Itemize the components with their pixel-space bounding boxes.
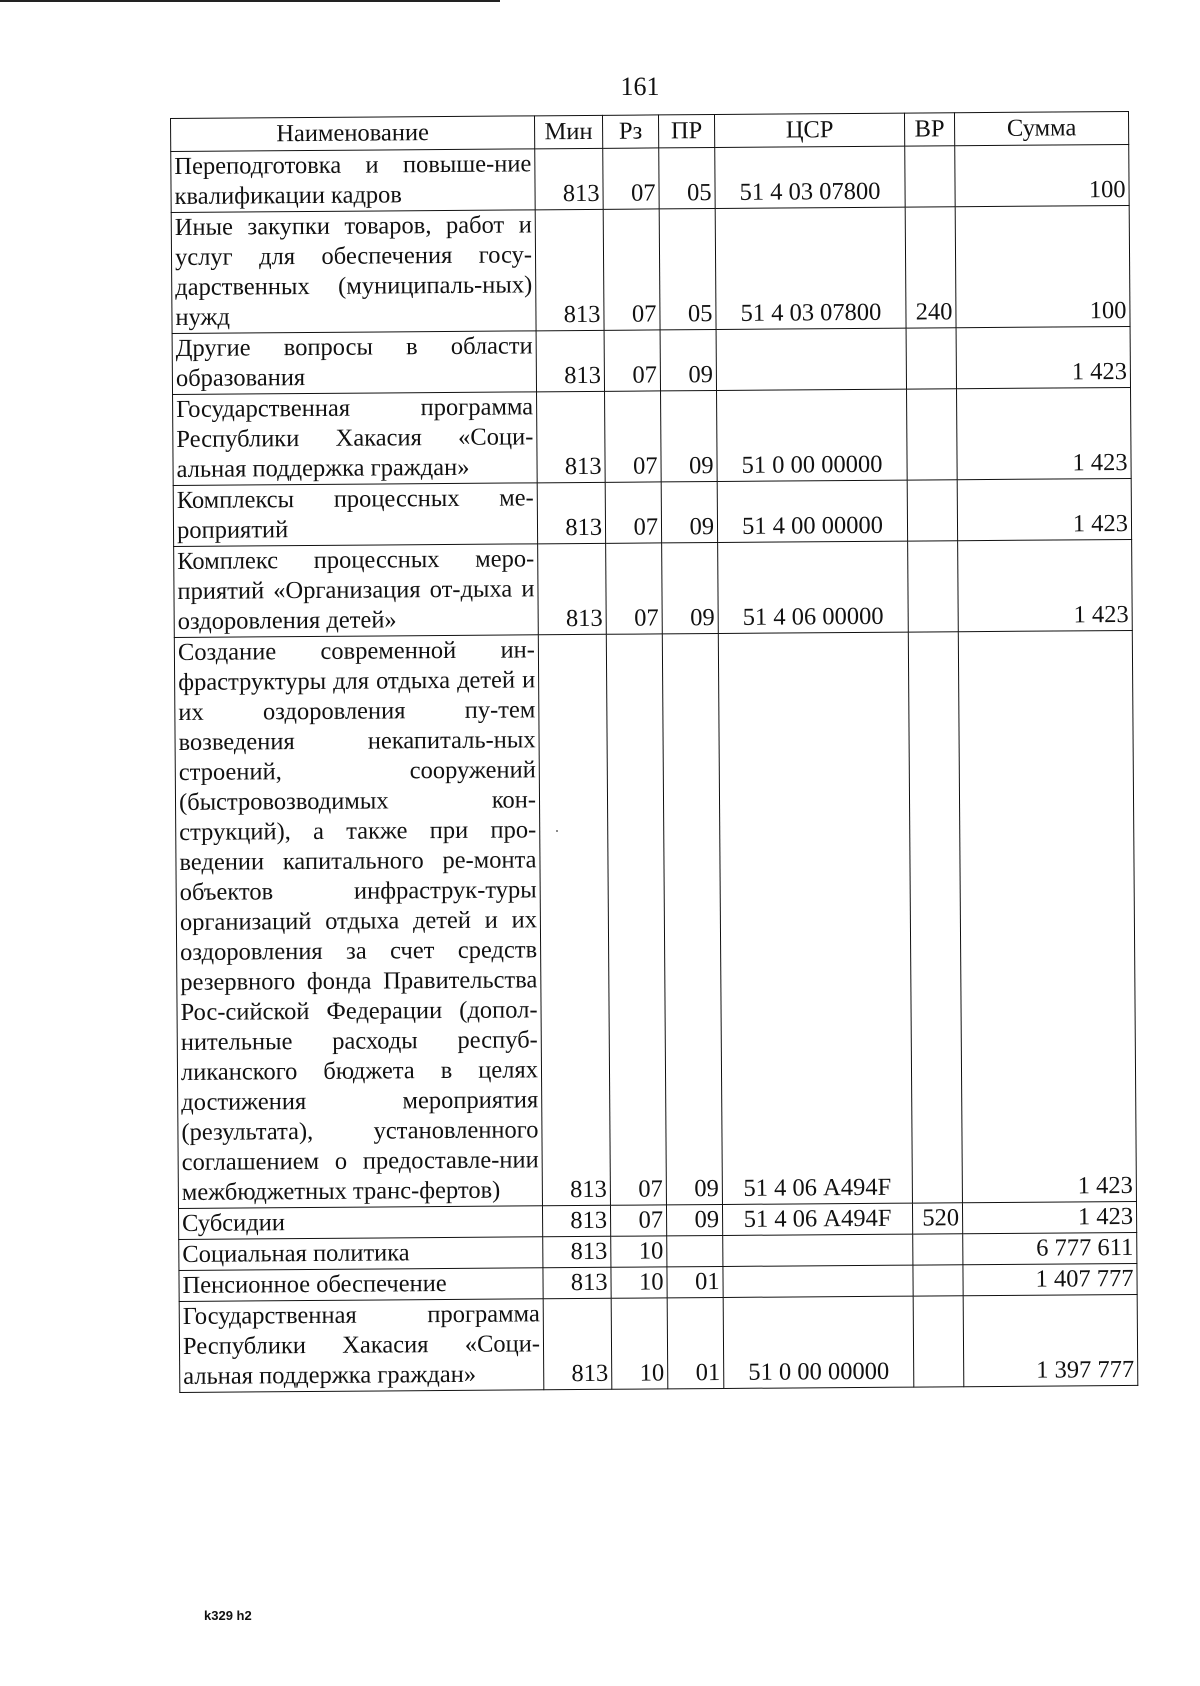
row-csr: 51 0 00 00000 [717, 389, 908, 481]
row-name: Переподготовка и повыше-ние квалификации кадров [171, 149, 535, 213]
header-name: Наименование [171, 116, 535, 152]
row-min: 813 [543, 1236, 611, 1267]
row-sum: 1 397 777 [963, 1294, 1138, 1386]
row-min: 813 [536, 330, 604, 391]
row-rz: 07 [605, 391, 662, 482]
row-vr [908, 632, 962, 1203]
row-sum: 1 407 777 [963, 1263, 1137, 1295]
row-rz: 10 [611, 1298, 668, 1389]
row-pr: 09 [666, 1204, 722, 1235]
row-name: Создание современной ин-фраструктуры для отдыха детей и их оздоровления пу-тем возведения некапиталь-ных строений, сооружений (быстровозводимых кон-струкций), а также при про-ведении капитального ре-монта объектов инфраструк-туры организаций отдыха детей и их оздоровления за счет средств резервного фонда Правительства Рос-сийской Федерации (допол-нительные расходы респуб-ликанского бюджета в целях достижения мероприятия (результата), установленного соглашением о предоставле-нии межбюджетных транс-фертов) [174, 635, 542, 1209]
row-csr: 51 4 06 А494F [722, 1203, 912, 1235]
row-pr: 01 [667, 1266, 723, 1297]
header-csr: ЦСР [714, 113, 904, 147]
row-name: Пенсионное обеспечение [179, 1268, 543, 1302]
row-pr: 01 [667, 1297, 724, 1388]
header-min: Мин [534, 115, 602, 148]
row-sum: 100 [955, 144, 1129, 206]
row-vr [906, 328, 956, 389]
row-min: 813 [537, 482, 605, 543]
row-csr: 51 4 06 00000 [718, 541, 909, 633]
row-csr: 51 4 03 07800 [715, 146, 905, 208]
row-name: Государственная программа Республики Хакасия «Соци-альная поддержка граждан» [173, 392, 538, 486]
footer-document-code: k329 h2 [204, 1608, 252, 1623]
row-name: Государственная программа Республики Хакасия «Соци-альная поддержка граждан» [179, 1299, 544, 1393]
row-csr: 51 0 00 00000 [723, 1296, 914, 1388]
row-rz: 07 [606, 634, 666, 1205]
row-min: 813 [543, 1267, 611, 1298]
row-name: Социальная политика [179, 1237, 543, 1271]
row-vr [907, 389, 958, 480]
row-min: 813 [535, 148, 603, 209]
row-sum: 1 423 [958, 539, 1133, 631]
header-pr: ПР [658, 115, 714, 148]
row-name: Иные закупки товаров, работ и услуг для обеспечения госу-дарственных (муниципаль-ных) нужд [171, 210, 536, 334]
row-pr: 09 [662, 542, 719, 633]
table-row [174, 630, 1136, 1208]
row-rz: 07 [604, 330, 660, 391]
row-csr [723, 1234, 913, 1266]
table-row [173, 478, 1131, 546]
row-rz: 07 [606, 543, 663, 634]
row-pr: 09 [662, 633, 722, 1204]
row-pr: 05 [659, 209, 716, 330]
row-vr [913, 1234, 963, 1265]
table-row [171, 205, 1130, 333]
header-sum: Сумма [954, 111, 1128, 145]
row-sum: 1 423 [957, 387, 1132, 479]
row-vr: 240 [905, 207, 956, 328]
row-vr [908, 541, 959, 632]
row-name: Комплексы процессных ме-роприятий [173, 483, 537, 547]
table-row [173, 387, 1132, 485]
row-vr [907, 480, 957, 541]
row-csr: 51 4 03 07800 [715, 207, 906, 329]
row-pr [667, 1235, 723, 1266]
row-rz: 10 [611, 1236, 667, 1267]
header-rz: Рз [602, 115, 658, 148]
row-vr [913, 1296, 964, 1387]
row-min: 813 [538, 634, 610, 1205]
row-rz: 10 [611, 1267, 667, 1298]
scan-edge-line [0, 0, 500, 2]
row-sum: 100 [955, 205, 1130, 327]
header-vr: ВР [904, 113, 954, 146]
row-sum: 1 423 [956, 326, 1130, 388]
row-name: Другие вопросы в области образования [172, 331, 536, 395]
row-sum: 1 423 [962, 1201, 1136, 1233]
row-name: Субсидии [178, 1206, 542, 1240]
row-min: 813 [538, 543, 607, 634]
table-row [179, 1294, 1138, 1392]
row-vr [905, 146, 955, 207]
row-rz: 07 [605, 482, 661, 543]
row-rz: 07 [610, 1205, 666, 1236]
row-vr [913, 1265, 963, 1296]
table-row [172, 326, 1130, 394]
row-min: 813 [537, 391, 606, 482]
table-row [171, 144, 1129, 212]
row-min: 813 [543, 1298, 612, 1389]
row-pr: 09 [660, 330, 716, 391]
row-csr [723, 1265, 913, 1297]
row-sum: 1 423 [957, 478, 1131, 540]
row-csr: 51 4 00 00000 [717, 480, 907, 542]
row-rz: 07 [603, 209, 660, 330]
row-csr: 51 4 06 А494F [718, 632, 912, 1204]
table-row [174, 539, 1133, 637]
row-pr: 09 [661, 391, 718, 482]
budget-table [170, 111, 1138, 1393]
row-min: 813 [542, 1205, 610, 1236]
row-sum: 6 777 611 [963, 1232, 1137, 1264]
row-pr: 09 [661, 481, 717, 542]
row-min: 813 [535, 209, 604, 330]
page-number: 161 [620, 72, 660, 101]
row-name: Комплекс процессных меро-приятий «Организация от-дыха и оздоровления детей» [174, 544, 539, 638]
row-vr: 520 [912, 1203, 962, 1234]
row-rz: 07 [603, 148, 659, 209]
row-sum: 1 423 [958, 630, 1136, 1202]
row-csr [716, 328, 906, 390]
row-pr: 05 [659, 148, 715, 209]
